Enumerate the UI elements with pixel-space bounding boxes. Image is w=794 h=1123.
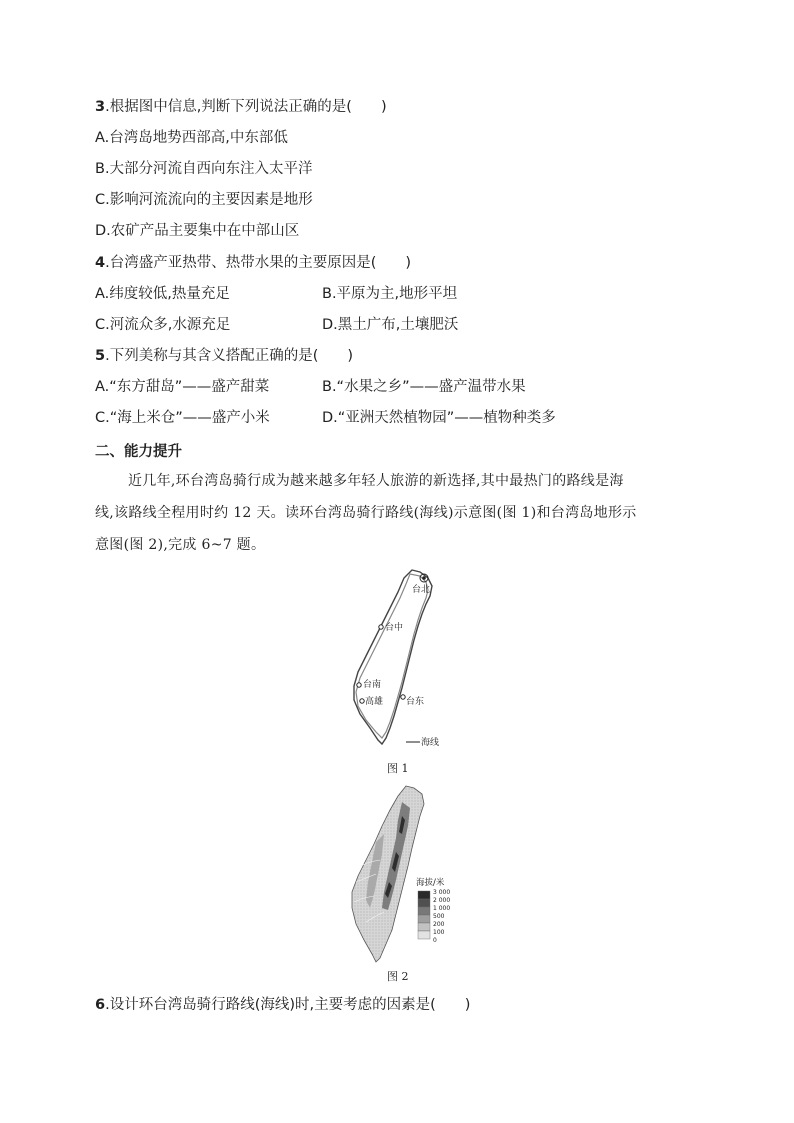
figure-1-caption: 图 1 xyxy=(387,762,409,775)
q5-number: 5 xyxy=(95,348,106,364)
q4-stem-text: .台湾盛产亚热带、热带水果的主要原因是( ) xyxy=(105,255,412,271)
q3-option-c: C.影响河流流向的主要因素是地形 xyxy=(95,192,313,208)
legend-label-3000: 3 000 xyxy=(433,889,451,896)
q6-stem xyxy=(95,995,470,1015)
island-outline xyxy=(354,570,432,744)
legend-sea-route: 海线 xyxy=(421,738,440,748)
elevation-legend-title: 海拔/米 xyxy=(416,878,445,888)
q3-stem xyxy=(95,97,387,117)
intro-line-2: 线,该路线全程用时约 12 天。读环台湾岛骑行路线(海线)示意图(图 1)和台湾岛地形示 xyxy=(95,505,637,521)
legend-label-500: 500 xyxy=(433,913,445,920)
city-label-tainan: 台南 xyxy=(363,680,382,690)
q6-number: 6 xyxy=(95,997,106,1013)
legend-swatch-2000 xyxy=(418,899,430,907)
q5-option-b: B.“水果之乡”——盛产温带水果 xyxy=(322,379,526,395)
city-label-kaohsiung: 高雄 xyxy=(365,697,384,707)
legend-label-0: 0 xyxy=(433,937,437,944)
q5-option-c: C.“海上米仓”——盛产小米 xyxy=(95,410,270,426)
q5-option-a: A.“东方甜岛”——盛产甜菜 xyxy=(95,379,270,395)
q3-option-b: B.大部分河流自西向东注入太平洋 xyxy=(95,161,313,177)
legend-swatch-500 xyxy=(418,915,430,923)
kaohsiung-marker xyxy=(360,699,364,703)
taipei-marker-dot xyxy=(422,576,426,580)
taitung-marker xyxy=(401,695,405,699)
figure-2-terrain-map xyxy=(336,782,466,968)
intro-line-1: 近几年,环台湾岛骑行成为越来越多年轻人旅游的新选择,其中最热门的路线是海 xyxy=(128,473,624,489)
intro-paragraph xyxy=(95,471,695,555)
q4-option-d: D.黑土广布,土壤肥沃 xyxy=(322,317,459,333)
legend-swatch-100 xyxy=(418,931,430,939)
elevation-legend xyxy=(418,889,450,944)
figure-1-route-map xyxy=(340,560,460,755)
q4-option-c: C.河流众多,水源充足 xyxy=(95,317,231,333)
city-label-taitung: 台东 xyxy=(406,697,425,707)
q4-option-a: A.纬度较低,热量充足 xyxy=(95,286,230,302)
q4-option-b: B.平原为主,地形平坦 xyxy=(322,286,458,302)
taichung-marker xyxy=(379,625,383,629)
intro-line-3: 意图(图 2),完成 6~7 题。 xyxy=(95,537,266,553)
q5-stem xyxy=(95,346,353,366)
q4-number: 4 xyxy=(95,255,106,271)
legend-swatch-3000 xyxy=(418,891,430,899)
sea-route-line xyxy=(356,574,431,738)
q3-number: 3 xyxy=(95,99,106,115)
figure-2-caption: 图 2 xyxy=(387,970,409,983)
q3-stem-text: .根据图中信息,判断下列说法正确的是( ) xyxy=(105,99,387,115)
q3-option-d: D.农矿产品主要集中在中部山区 xyxy=(95,223,300,239)
legend-label-2000: 2 000 xyxy=(433,897,451,904)
city-label-taichung: 台中 xyxy=(385,623,404,633)
legend-label-100: 100 xyxy=(433,929,445,936)
legend-label-1000: 1 000 xyxy=(433,905,451,912)
q4-stem xyxy=(95,253,411,273)
legend-swatch-200 xyxy=(418,923,430,931)
q5-option-d: D.“亚洲天然植物园”——植物种类多 xyxy=(322,410,556,426)
section-heading: 二、能力提升 xyxy=(95,444,182,460)
q6-stem-text: .设计环台湾岛骑行路线(海线)时,主要考虑的因素是( ) xyxy=(105,997,471,1013)
tainan-marker xyxy=(357,683,361,687)
legend-label-200: 200 xyxy=(433,921,445,928)
city-label-taipei: 台北 xyxy=(412,585,431,595)
q3-option-a: A.台湾岛地势西部高,中东部低 xyxy=(95,130,288,146)
legend-swatch-1000 xyxy=(418,907,430,915)
q5-stem-text: .下列美称与其含义搭配正确的是( ) xyxy=(105,348,354,364)
